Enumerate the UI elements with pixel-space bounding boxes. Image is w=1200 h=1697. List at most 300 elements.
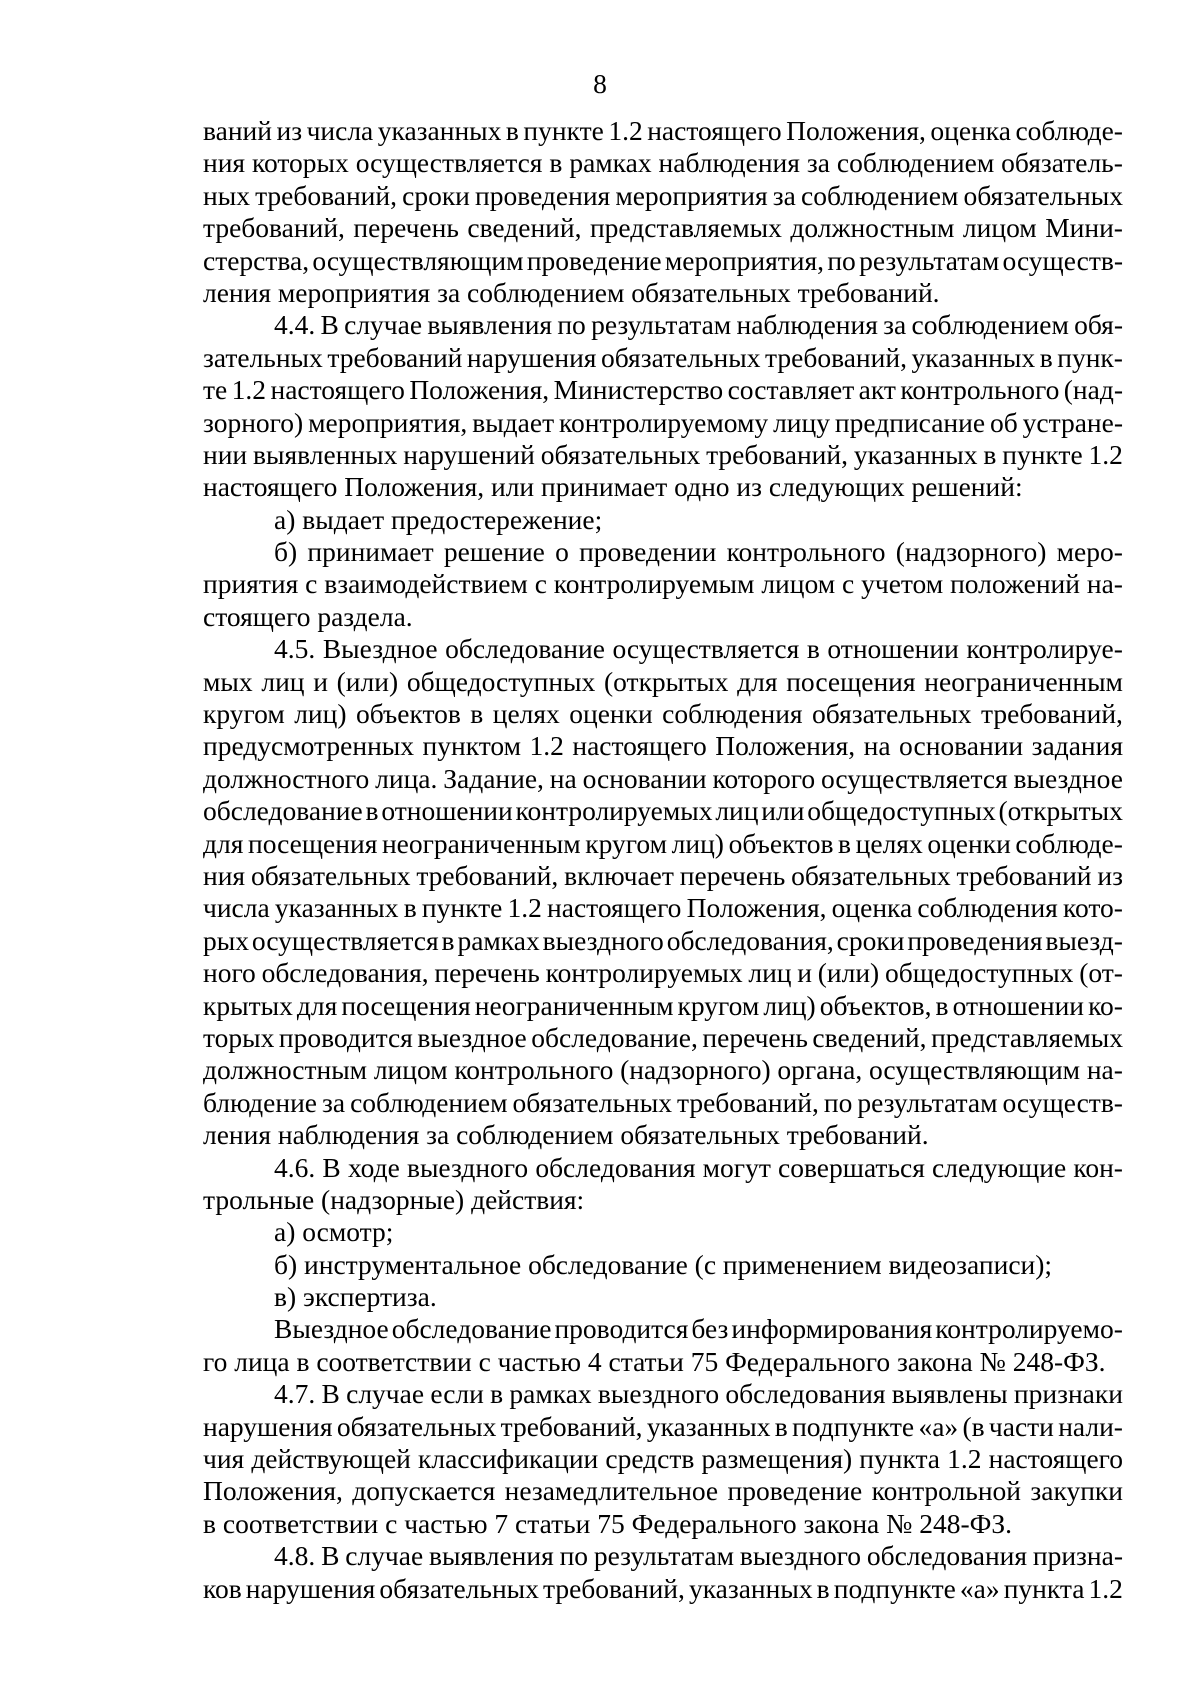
word: соблюде- xyxy=(1015,115,1123,146)
word: результатам xyxy=(859,244,1000,276)
word: основании xyxy=(899,730,1024,762)
word: блюдение xyxy=(203,1086,318,1118)
word: взаимодействием xyxy=(324,568,528,600)
word: требований, xyxy=(676,1086,819,1118)
word: оценка xyxy=(831,892,913,924)
word: объектов xyxy=(355,698,461,730)
text-line xyxy=(203,828,1123,860)
word: (открытых xyxy=(604,665,729,697)
word: осуществ- xyxy=(1002,1086,1123,1118)
word: общедоступных xyxy=(406,665,596,697)
word: лиц) xyxy=(671,827,724,859)
text-line xyxy=(203,147,1123,179)
word: обязательных xyxy=(812,698,972,730)
word: осуществляется xyxy=(355,147,543,179)
word: в xyxy=(490,1378,504,1410)
word: акт xyxy=(858,374,896,406)
word: числа xyxy=(203,892,270,924)
word: результатам xyxy=(591,309,732,341)
word: за xyxy=(883,309,907,341)
word: нии xyxy=(203,438,248,470)
word: обязательных xyxy=(963,179,1123,211)
word: ко- xyxy=(1088,989,1123,1021)
word: выездного xyxy=(597,1378,720,1410)
word: в xyxy=(470,698,484,730)
word: пунктом xyxy=(422,730,521,762)
text-line xyxy=(203,1087,1123,1119)
word: сведений, xyxy=(467,212,582,244)
word: могут xyxy=(702,1151,771,1183)
word: 4.6. xyxy=(274,1151,316,1183)
word: пункте xyxy=(421,892,503,924)
word: лицу xyxy=(773,406,830,438)
word: по xyxy=(557,309,586,341)
text-line xyxy=(203,1313,1123,1345)
text-line xyxy=(203,212,1123,244)
word: контролируемых xyxy=(545,957,743,989)
word: В xyxy=(320,309,339,341)
word: 1.2 xyxy=(947,1443,982,1475)
word: обязательных xyxy=(791,859,951,891)
word: посещения xyxy=(247,827,378,859)
word: представляемых xyxy=(589,212,782,244)
word: нарушений xyxy=(403,438,535,470)
word: осуществ- xyxy=(1002,244,1123,276)
word: предусмотренных xyxy=(203,730,415,762)
word: обследование xyxy=(391,1313,552,1345)
word: обязательных xyxy=(336,1410,497,1442)
word: составляет xyxy=(727,374,855,406)
word: контрольного xyxy=(726,536,886,568)
word: контрольного xyxy=(454,1054,614,1086)
word: оценки xyxy=(927,827,1011,859)
word: требований, xyxy=(500,1410,643,1442)
word: основании xyxy=(582,762,707,794)
word: рамках xyxy=(569,147,652,179)
word: лиц xyxy=(715,795,759,827)
word: перечень xyxy=(434,957,540,989)
word: с xyxy=(842,568,855,600)
word: и xyxy=(313,665,328,697)
word: кото- xyxy=(1063,892,1123,924)
word: соблюдения xyxy=(917,892,1058,924)
word: выдает xyxy=(472,406,555,438)
word: лиц) xyxy=(294,698,347,730)
word: указанных xyxy=(853,438,978,470)
word: лицом xyxy=(962,212,1037,244)
word: указанных xyxy=(274,892,399,924)
word: незамедлительное xyxy=(504,1475,719,1507)
word: в xyxy=(816,1572,830,1604)
word: обязательных xyxy=(379,1572,539,1604)
word: размещения) xyxy=(701,1443,853,1475)
word: должностным xyxy=(203,1054,368,1086)
word: 1.2 xyxy=(231,374,267,406)
word: отношении xyxy=(827,633,959,665)
word: соблюдением xyxy=(350,1086,508,1118)
word: Мини- xyxy=(1045,212,1123,244)
word: которого xyxy=(712,762,816,794)
text-line xyxy=(203,666,1123,698)
word: посещения xyxy=(786,665,916,697)
text-line: ления наблюдения за соблюдением обязательных требований. xyxy=(203,1119,929,1151)
word: предписание xyxy=(834,406,986,438)
word: обя- xyxy=(1074,309,1123,341)
word: части xyxy=(988,1410,1054,1442)
word: ного xyxy=(203,957,256,989)
word: требований, xyxy=(706,438,848,470)
word: зорного) xyxy=(203,406,304,438)
word: настоящего xyxy=(572,730,707,762)
word: о xyxy=(555,536,569,568)
word: пунк- xyxy=(1057,341,1123,373)
word: без xyxy=(691,1313,729,1345)
word: устране- xyxy=(1022,406,1123,438)
word: проведение xyxy=(727,1475,863,1507)
text-line: го лица в соответствии с частью 4 статьи 75 Федерального закона № 248-ФЗ. xyxy=(203,1345,1106,1377)
word: положений xyxy=(950,568,1080,600)
word: кругом xyxy=(585,827,668,859)
word: нали- xyxy=(1058,1410,1123,1442)
word: требований, xyxy=(203,212,345,244)
text-line: стоящего раздела. xyxy=(203,600,413,632)
word: Положения, xyxy=(715,730,856,762)
word: включает xyxy=(564,859,674,891)
word: случае xyxy=(346,1378,425,1410)
word: соблюдения xyxy=(662,698,803,730)
word: лиц xyxy=(748,957,792,989)
word: контрольного xyxy=(900,374,1060,406)
text-line: трольные (надзорные) действия: xyxy=(203,1183,585,1215)
word: (открытых xyxy=(998,795,1123,827)
word: 1.2 xyxy=(1088,1572,1123,1604)
text-line xyxy=(203,1022,1123,1054)
word: обязательных xyxy=(512,1086,672,1118)
text-line xyxy=(203,439,1123,471)
text-line xyxy=(203,536,1123,568)
word: для xyxy=(203,827,244,859)
word: перечень xyxy=(353,212,459,244)
word: 4.8. xyxy=(274,1540,316,1572)
word: выявления xyxy=(427,309,553,341)
word: лиц) xyxy=(763,989,816,1021)
word: ния xyxy=(203,859,246,891)
text-line: в соответствии с частью 7 статьи 75 Федерального закона № 248-ФЗ. xyxy=(203,1507,1013,1539)
word: должностным xyxy=(790,212,955,244)
text-line xyxy=(203,568,1123,600)
word: пункте xyxy=(1002,438,1083,470)
word: настоящего xyxy=(988,1443,1123,1475)
word: из xyxy=(1097,859,1123,891)
document-body xyxy=(203,115,1123,1605)
word: осуществляющим xyxy=(312,244,524,276)
word: неограниченным xyxy=(381,827,581,859)
word: ходе xyxy=(347,1151,400,1183)
text-line: а) осмотр; xyxy=(274,1216,394,1248)
word: для xyxy=(296,989,338,1021)
word: обязательных xyxy=(540,438,701,470)
word: оценки xyxy=(569,698,653,730)
word: случае xyxy=(345,1540,424,1572)
word: 1.2 xyxy=(507,892,542,924)
word: в xyxy=(983,438,997,470)
word: проводится xyxy=(278,1021,413,1053)
word: за xyxy=(806,147,830,179)
word: лицом xyxy=(761,568,836,600)
word: соблюдением xyxy=(836,147,995,179)
word: результатам xyxy=(593,1540,735,1572)
word: пункта xyxy=(859,1443,941,1475)
word: оценка xyxy=(930,115,1011,146)
word: зательных xyxy=(203,341,323,373)
word: нарушения xyxy=(245,1572,376,1604)
word: лиц xyxy=(261,665,305,697)
word: осуществляется xyxy=(820,762,1008,794)
word: по xyxy=(827,244,856,276)
text-line xyxy=(203,115,1123,147)
text-line xyxy=(203,309,1123,341)
word: с xyxy=(305,568,318,600)
word: сведений, xyxy=(812,1021,927,1053)
word: объектов xyxy=(728,827,834,859)
word: настоящего xyxy=(647,115,782,146)
word: лица. xyxy=(375,762,438,794)
word: обследование, xyxy=(531,1021,698,1053)
word: или xyxy=(761,795,805,827)
word: неограниченным xyxy=(924,665,1123,697)
word: требований xyxy=(327,341,463,373)
word: (или) xyxy=(336,665,399,697)
word: обследования, xyxy=(261,957,429,989)
text-line xyxy=(203,342,1123,374)
word: за xyxy=(322,1086,346,1118)
word: обязатель- xyxy=(1001,147,1123,179)
word: контрольной xyxy=(871,1475,1022,1507)
text-line xyxy=(203,795,1123,827)
word: общедоступных xyxy=(807,795,996,827)
word: мероприятия, xyxy=(664,244,825,276)
text-line: в) экспертиза. xyxy=(274,1281,437,1313)
word: на xyxy=(863,730,891,762)
text-line xyxy=(203,763,1123,795)
word: обследование xyxy=(445,633,605,665)
word: неограниченным xyxy=(474,989,674,1021)
word: В xyxy=(321,1378,340,1410)
word: в xyxy=(1039,341,1053,373)
word: контролируемо- xyxy=(935,1313,1123,1345)
word: общедоступных xyxy=(884,957,1074,989)
word: на xyxy=(549,762,577,794)
word: перечень xyxy=(679,859,786,891)
word: выезд- xyxy=(1045,924,1123,956)
text-line: настоящего Положения, или принимает одно из следующих решений: xyxy=(203,471,1023,503)
word: кон- xyxy=(1073,1151,1123,1183)
text-line xyxy=(203,957,1123,989)
word: кругом xyxy=(203,698,285,730)
word: по xyxy=(823,1086,853,1118)
word: осуществляющим xyxy=(868,1054,1081,1086)
word: задания xyxy=(1031,730,1123,762)
word: Задание, xyxy=(443,762,544,794)
word: проведения xyxy=(907,924,1043,956)
word: В xyxy=(321,1540,340,1572)
word: настоящего xyxy=(547,892,682,924)
word: наблюдения xyxy=(736,309,878,341)
word: в xyxy=(441,924,455,956)
text-line: ления мероприятия за соблюдением обязательных требований. xyxy=(203,276,940,308)
word: выездное xyxy=(1013,762,1123,794)
text-line xyxy=(203,698,1123,730)
word: ваний xyxy=(203,115,272,146)
word: ков xyxy=(203,1572,242,1604)
word: пункте xyxy=(523,115,604,146)
word: допускается xyxy=(352,1475,496,1507)
word: (или) xyxy=(817,957,880,989)
text-line: а) выдает предостережение; xyxy=(274,503,603,535)
word: требований, xyxy=(255,179,397,211)
text-line xyxy=(203,1540,1123,1572)
word: контролируемому xyxy=(559,406,769,438)
text-line xyxy=(203,730,1123,762)
word: подпункте xyxy=(792,1410,915,1442)
word: сроки xyxy=(836,924,905,956)
word: проведении xyxy=(579,536,717,568)
word: на- xyxy=(1086,568,1123,600)
word: признаки xyxy=(1013,1378,1123,1410)
text-line xyxy=(203,925,1123,957)
word: контролируемых xyxy=(515,795,713,827)
word: классификации xyxy=(418,1443,599,1475)
word: требований, xyxy=(416,859,559,891)
text-line xyxy=(203,633,1123,665)
word: обследования xyxy=(725,1378,886,1410)
word: обязательных xyxy=(601,341,761,373)
word: посещения xyxy=(341,989,471,1021)
word: в xyxy=(549,147,563,179)
word: целях xyxy=(492,698,560,730)
page-number: 8 xyxy=(593,68,607,99)
word: нарушения xyxy=(466,341,597,373)
word: перечень xyxy=(702,1021,808,1053)
word: рамках xyxy=(509,1378,592,1410)
text-line xyxy=(203,860,1123,892)
word: наблюдения xyxy=(658,147,800,179)
word: 1.2 xyxy=(529,730,564,762)
word: выявлены xyxy=(891,1378,1008,1410)
text-line xyxy=(203,245,1123,277)
text-line: б) инструментальное обследование (с применением видеозаписи); xyxy=(274,1248,1053,1280)
word: осуществляется xyxy=(251,924,439,956)
word: проведение xyxy=(526,244,662,276)
word: Положения, xyxy=(786,115,926,146)
word: обследования xyxy=(866,1540,1028,1572)
word: 4.4. xyxy=(274,309,316,341)
word: отношении xyxy=(381,795,513,827)
word: по xyxy=(559,1540,589,1572)
word: обязательных xyxy=(250,859,411,891)
word: в xyxy=(505,115,519,146)
word: обследования, xyxy=(666,924,834,956)
word: за xyxy=(772,179,796,211)
word: выездное xyxy=(417,1021,527,1053)
word: (от- xyxy=(1079,957,1123,989)
word: (надзорного) xyxy=(620,1054,771,1086)
word: кругом xyxy=(677,989,760,1021)
word: и xyxy=(797,957,812,989)
word: объектов, xyxy=(819,989,932,1021)
word: указанных xyxy=(911,341,1036,373)
word: средств xyxy=(605,1443,695,1475)
word: выездного xyxy=(406,1151,529,1183)
word: целях xyxy=(855,827,923,859)
word: (над- xyxy=(1063,374,1123,406)
word: об xyxy=(989,406,1018,438)
word: Положения, xyxy=(409,374,550,406)
word: контролируемым xyxy=(553,568,755,600)
word: торых xyxy=(203,1021,275,1053)
word: следующие xyxy=(932,1151,1067,1183)
word: Выездное xyxy=(274,1313,389,1345)
word: отношении xyxy=(952,989,1085,1021)
word: из xyxy=(276,115,303,146)
text-line xyxy=(203,1573,1123,1605)
word: принимает xyxy=(307,536,434,568)
word: выявления xyxy=(429,1540,554,1572)
word: указанных xyxy=(377,115,502,146)
word: сроки xyxy=(402,179,470,211)
word: приятия xyxy=(203,568,299,600)
word: стерства, xyxy=(203,244,310,276)
word: действующей xyxy=(251,1443,411,1475)
word: Положения, xyxy=(686,892,827,924)
word: «а» xyxy=(918,1410,959,1442)
word: проведения xyxy=(475,179,611,211)
word: мероприятия, xyxy=(308,406,468,438)
text-line xyxy=(203,180,1123,212)
word: б) xyxy=(274,536,298,568)
word: ния xyxy=(203,147,246,179)
word: числа xyxy=(306,115,374,146)
word: требований xyxy=(956,859,1092,891)
word: мых xyxy=(203,665,253,697)
word: учетом xyxy=(861,568,944,600)
word: чия xyxy=(203,1443,245,1475)
word: указанных xyxy=(646,1410,771,1442)
text-line xyxy=(203,407,1123,439)
word: соблюдением xyxy=(800,179,959,211)
word: в xyxy=(365,795,379,827)
word: результатам xyxy=(857,1086,998,1118)
word: (надзорного) xyxy=(895,536,1047,568)
word: обследования xyxy=(535,1151,696,1183)
word: (в xyxy=(962,1410,985,1442)
word: на- xyxy=(1086,1054,1123,1086)
word: контролируе- xyxy=(966,633,1123,665)
word: Положения, xyxy=(203,1475,343,1507)
word: представляемых xyxy=(931,1021,1123,1053)
word: совершаться xyxy=(778,1151,925,1183)
word: соблюдением xyxy=(911,309,1069,341)
word: нарушения xyxy=(203,1410,333,1442)
word: пункта xyxy=(1003,1572,1085,1604)
word: если xyxy=(430,1378,484,1410)
word: крытых xyxy=(203,989,293,1021)
word: с xyxy=(534,568,547,600)
text-line xyxy=(203,892,1123,924)
word: должностного xyxy=(203,762,370,794)
text-line xyxy=(203,1475,1123,1507)
word: Министерство xyxy=(553,374,724,406)
